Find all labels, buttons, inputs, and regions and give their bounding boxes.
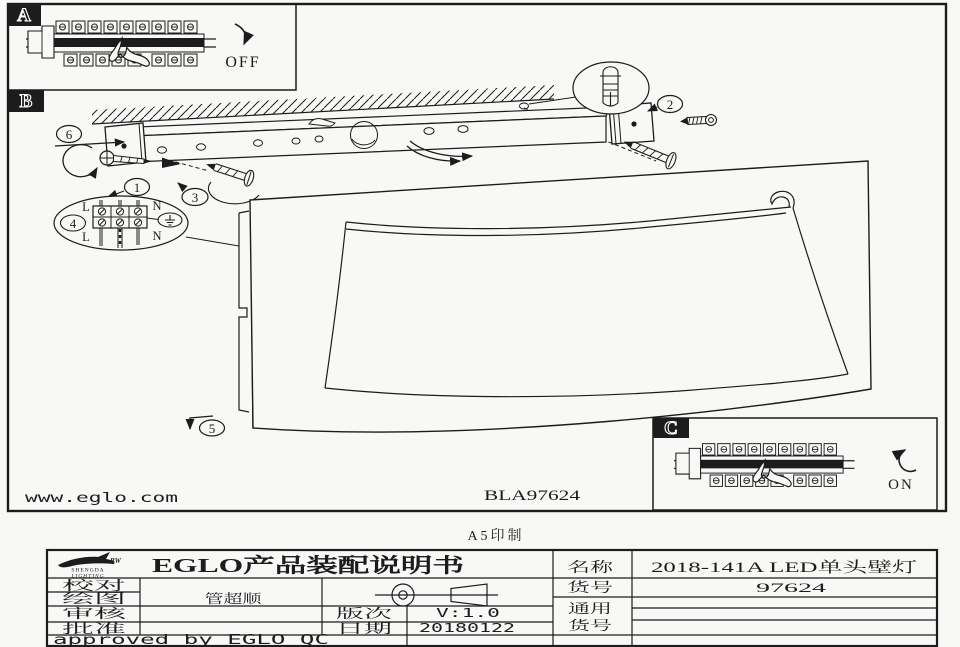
draw-value: 管超顺 (204, 592, 243, 606)
title-block-title: EGLO产品装配说明书 (152, 555, 350, 577)
wire-label-l-top: L (82, 200, 90, 214)
website-text: www.eglo.com (25, 490, 178, 506)
version-label: 版次 (336, 606, 392, 621)
approved-note: approved by EGLO QC (53, 633, 329, 647)
wire-label-n-top: N (152, 199, 162, 213)
off-label: OFF (225, 54, 261, 71)
print-note: A5印制 (467, 529, 525, 544)
generic-sku-label-line2: 货号 (568, 618, 612, 633)
date-label: 日期 (336, 621, 392, 636)
date-value: 20180122 (419, 620, 515, 635)
review-label: 审核 (62, 606, 129, 621)
callout-5-number: 5 (208, 421, 216, 436)
logo-mark: BW (110, 557, 121, 565)
version-value: V:1.0 (436, 605, 500, 620)
lamp-face-panel (250, 161, 871, 432)
name-label: 名称 (567, 561, 595, 576)
name-value: 2018-141A LED单头壁灯 (651, 560, 812, 576)
callout-6-number: 6 (65, 127, 73, 142)
lamp-body (239, 161, 871, 432)
panel-c-label: C (664, 418, 678, 439)
sku-value: 97624 (756, 580, 828, 595)
logo-line1: SHENGDA (71, 567, 105, 574)
approve-label: 批准 (62, 621, 126, 636)
callout-2-number: 2 (666, 97, 674, 112)
panel-a-label: A (17, 5, 31, 26)
callout-1-number: 1 (133, 180, 141, 195)
draw-label: 绘图 (62, 591, 126, 606)
callout-4-number: 4 (69, 216, 77, 231)
wire-label-n-bottom: N (152, 229, 162, 243)
logo-line2: LIGHTING (71, 573, 105, 580)
drawing-code-text: BLA97624 (484, 488, 581, 504)
check-label: 校对 (62, 578, 126, 593)
panel-b-label: B (19, 91, 33, 112)
on-label: ON (888, 477, 914, 493)
sku-label: 货号 (567, 580, 594, 595)
generic-sku-label-line1: 通用 (568, 601, 612, 616)
wire-label-l-bottom: L (82, 230, 90, 244)
callout-3-number: 3 (191, 190, 199, 205)
